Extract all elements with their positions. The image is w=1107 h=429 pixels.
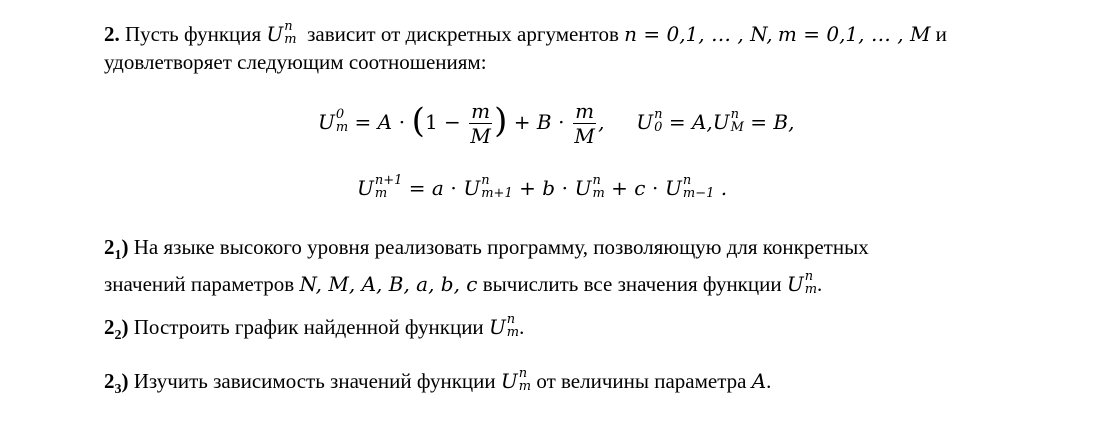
f1-eq-a: = A ⋅ (354, 110, 406, 134)
formula-recurrence (357, 173, 728, 202)
f2-term2: U n m (574, 173, 605, 201)
item-2-1-text-b: значений параметров (104, 272, 295, 296)
func-symbol: U n m (266, 19, 297, 47)
f2-end: . (720, 176, 728, 200)
item-2-3-end: . (766, 369, 772, 393)
f1-open-paren: ( (411, 101, 425, 142)
item-2-1-text-a: На языке высокого уровня реализовать программу, позволяющую для конкретных (133, 235, 869, 259)
f1-bc1-rhs: = A, (668, 110, 713, 134)
f2-plus-c: + c ⋅ (611, 176, 659, 200)
f2-term3: U n m−1 (665, 173, 715, 201)
f1-bc1: U n 0 (636, 107, 663, 135)
intro-text-c: и (935, 22, 947, 46)
item-2-3-param: A (751, 369, 767, 393)
f1-bc2: U n M (712, 107, 744, 135)
item-2-3-num: $2_3$) (104, 369, 129, 397)
f2-plus-b: + b ⋅ (519, 176, 569, 200)
item-2-1-end: . (817, 272, 823, 296)
intro-text-b: зависит от дискретных аргументов (307, 22, 619, 46)
item-2-3-func: U n m (500, 366, 532, 394)
task-number: 2. (104, 22, 120, 46)
formula-initial-boundary (318, 100, 794, 147)
f1-lhs: U 0 m (318, 107, 349, 135)
f1-fraction: $\frac{m}{M}$ (470, 99, 491, 148)
f2-eq-a: = a ⋅ (408, 176, 458, 200)
f1-one-minus: 1 − (424, 110, 461, 134)
f1-close-paren: ) (494, 101, 508, 142)
range-n: n = 0,1, … , N, (624, 22, 773, 46)
intro-text-a: Пусть функция (125, 22, 262, 46)
item-2-1-num: $2_1$) (104, 235, 129, 263)
item-2-3-text-a: Изучить зависимость значений функции (133, 369, 496, 393)
item-2-1-func: U n m (786, 269, 818, 297)
item-2-1 (104, 233, 994, 298)
item-2-2-end: . (519, 315, 525, 339)
item-2-2-num: $2_2$) (104, 315, 129, 343)
range-m: m = 0,1, … , M (777, 22, 931, 46)
item-2-3-text-b: от величины параметра (536, 369, 747, 393)
item-2-1-text-c: вычислить все значения функции (482, 272, 782, 296)
f1-plus-b: + B ⋅ (513, 110, 565, 134)
item-2-3 (104, 367, 994, 404)
f1-bc2-rhs: = B, (750, 110, 795, 134)
task-intro (104, 20, 994, 76)
item-2-2 (104, 313, 994, 350)
f1-comma: , (598, 110, 605, 134)
f2-term1: U n m+1 (463, 173, 513, 201)
f2-lhs: U n+1 m (357, 173, 403, 201)
item-2-2-func: U n m (488, 312, 520, 340)
intro-line2: удовлетворяет следующим соотношениям: (104, 50, 487, 74)
item-2-2-text-a: Построить график найденной функции (133, 315, 484, 339)
f1-fraction-2: $\frac{m}{M}$ (574, 99, 595, 148)
item-2-1-params: N, M, A, B, a, b, c (299, 272, 478, 296)
